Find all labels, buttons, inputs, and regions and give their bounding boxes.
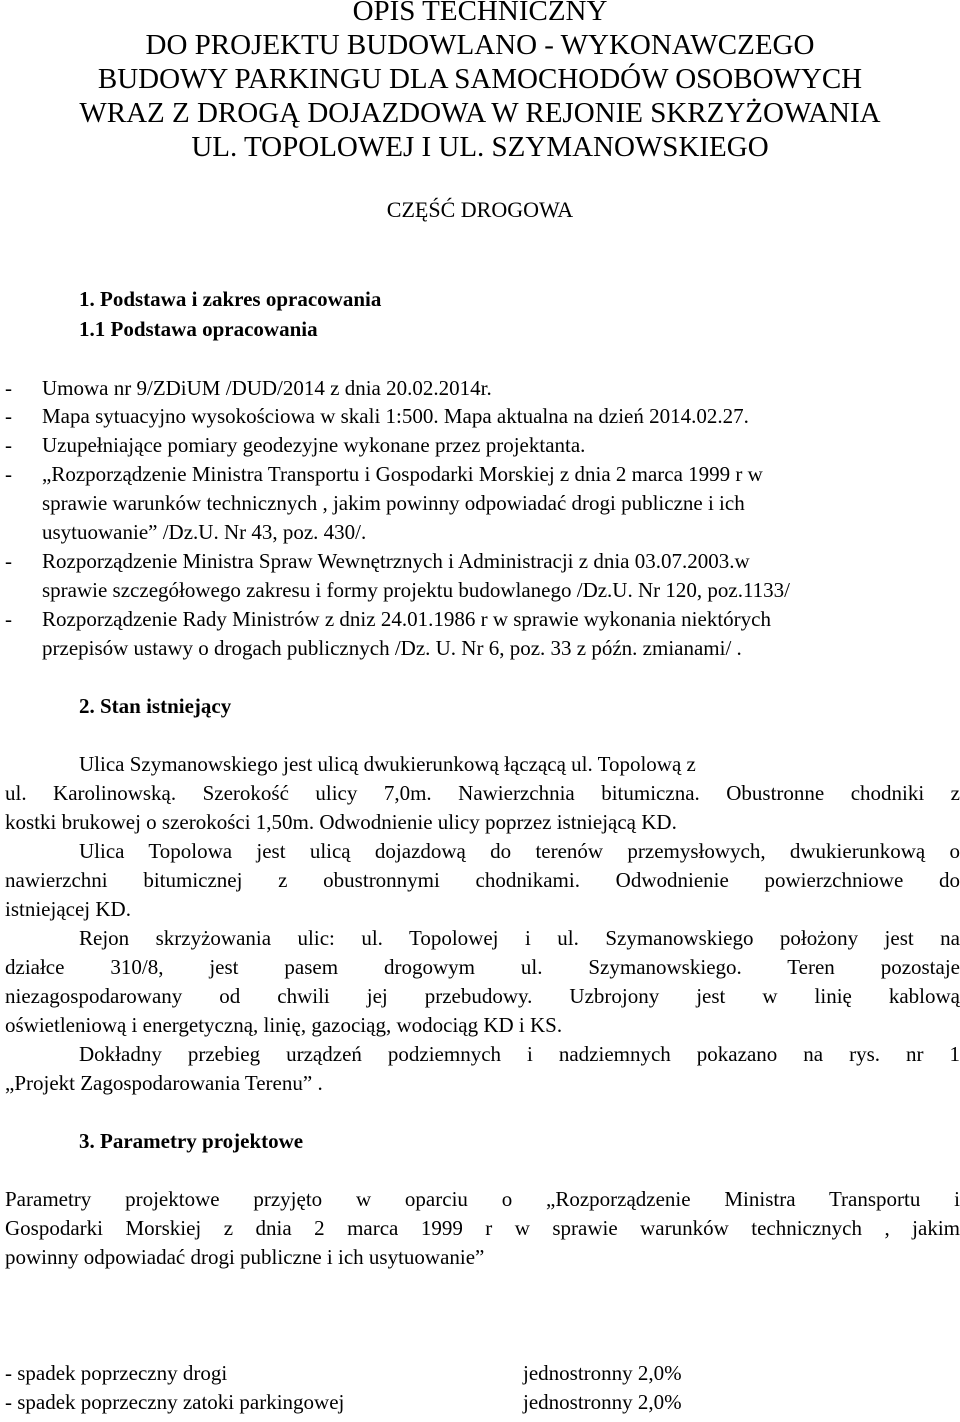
section-1-heading: 1. Podstawa i zakres opracowania	[79, 287, 382, 311]
paragraph-line: „Projekt Zagospodarowania Terenu” .	[5, 1071, 323, 1095]
list-item: Uzupełniające pomiary geodezyjne wykonane przez projektanta.	[42, 433, 586, 457]
param-value: jednostronny 2,0%	[523, 1390, 682, 1414]
doc-title-line-2: DO PROJEKTU BUDOWLANO - WYKONAWCZEGO	[145, 29, 815, 61]
list-item-continuation: usytuowanie” /Dz.U. Nr 43, poz. 430/.	[42, 520, 367, 544]
list-item: „Rozporządzenie Ministra Transportu i Gospodarki Morskiej z dnia 2 marca 1999 r w	[42, 462, 763, 486]
doc-title-line-4: WRAZ Z DROGĄ DOJAZDOWA W REJONIE SKRZYŻOWANIA	[79, 97, 881, 129]
param-value: jednostronny 2,0%	[523, 1361, 682, 1385]
list-item: Rozporządzenie Rady Ministrów z dniz 24.01.1986 r w sprawie wykonania niektórych	[42, 607, 771, 631]
list-bullet: -	[5, 607, 12, 631]
paragraph-line: Ulica Topolowa jest ulicą dojazdową do terenów przemysłowych, dwukierunkową o	[79, 839, 960, 863]
list-item: Mapa sytuacyjno wysokościowa w skali 1:500. Mapa aktualna na dzień 2014.02.27.	[42, 404, 749, 428]
paragraph-line: Parametry projektowe przyjęto w oparciu o „Rozporządzenie Ministra Transportu i	[5, 1187, 960, 1211]
paragraph-line: istniejącej KD.	[5, 897, 131, 921]
section-1-1-heading: 1.1 Podstawa opracowania	[79, 317, 318, 341]
list-bullet: -	[5, 433, 12, 457]
paragraph-line: powinny odpowiadać drogi publiczne i ich usytuowanie”	[5, 1245, 485, 1269]
list-item: Rozporządzenie Ministra Spraw Wewnętrznych i Administracji z dnia 03.07.2003.w	[42, 549, 750, 573]
paragraph-line: kostki brukowej o szerokości 1,50m. Odwodnienie ulicy poprzez istniejącą KD.	[5, 810, 677, 834]
list-item: Umowa nr 9/ZDiUM /DUD/2014 z dnia 20.02.2014r.	[42, 376, 492, 400]
param-label: - spadek poprzeczny drogi	[5, 1361, 228, 1385]
list-item-continuation: sprawie warunków technicznych , jakim powinny odpowiadać drogi publiczne i ich	[42, 491, 745, 515]
doc-title-line-5: UL. TOPOLOWEJ I UL. SZYMANOWSKIEGO	[191, 131, 769, 163]
doc-title-line-3: BUDOWY PARKINGU DLA SAMOCHODÓW OSOBOWYCH	[97, 63, 863, 95]
param-label: - spadek poprzeczny zatoki parkingowej	[5, 1390, 345, 1414]
section-2-heading: 2. Stan istniejący	[79, 694, 232, 718]
paragraph-line: działce 310/8, jest pasem drogowym ul. Szymanowskiego. Teren pozostaje	[5, 955, 960, 979]
doc-title-line-1: OPIS TECHNICZNY	[352, 0, 608, 27]
paragraph-line: niezagospodarowany od chwili jej przebudowy. Uzbrojony jest w linię kablową	[5, 984, 960, 1008]
paragraph-line: Gospodarki Morskiej z dnia 2 marca 1999 r w sprawie warunków technicznych , jakim	[5, 1216, 960, 1240]
section-3-heading: 3. Parametry projektowe	[79, 1129, 304, 1153]
list-item-continuation: sprawie szczegółowego zakresu i formy projektu budowlanego /Dz.U. Nr 120, poz.1133/	[42, 578, 791, 602]
paragraph-line: ul. Karolinowską. Szerokość ulicy 7,0m. Nawierzchnia bitumiczna. Obustronne chodniki z	[5, 781, 960, 805]
list-item-continuation: przepisów ustawy o drogach publicznych /Dz. U. Nr 6, poz. 33 z późn. zmianami/ .	[42, 636, 742, 660]
paragraph-line: Dokładny przebieg urządzeń podziemnych i nadziemnych pokazano na rys. nr 1	[79, 1042, 960, 1066]
paragraph-line: nawierzchni bitumicznej z obustronnymi chodnikami. Odwodnienie powierzchniowe do	[5, 868, 960, 892]
paragraph-line: Rejon skrzyżowania ulic: ul. Topolowej i ul. Szymanowskiego położony jest na	[79, 926, 960, 950]
doc-subtitle: CZĘŚĆ DROGOWA	[386, 197, 574, 222]
list-bullet: -	[5, 549, 12, 573]
paragraph-line: Ulica Szymanowskiego jest ulicą dwukierunkową łączącą ul. Topolową z	[79, 752, 696, 776]
list-bullet: -	[5, 376, 12, 400]
list-bullet: -	[5, 404, 12, 428]
list-bullet: -	[5, 462, 12, 486]
paragraph-line: oświetleniową i energetyczną, linię, gazociąg, wodociąg KD i KS.	[5, 1013, 563, 1037]
